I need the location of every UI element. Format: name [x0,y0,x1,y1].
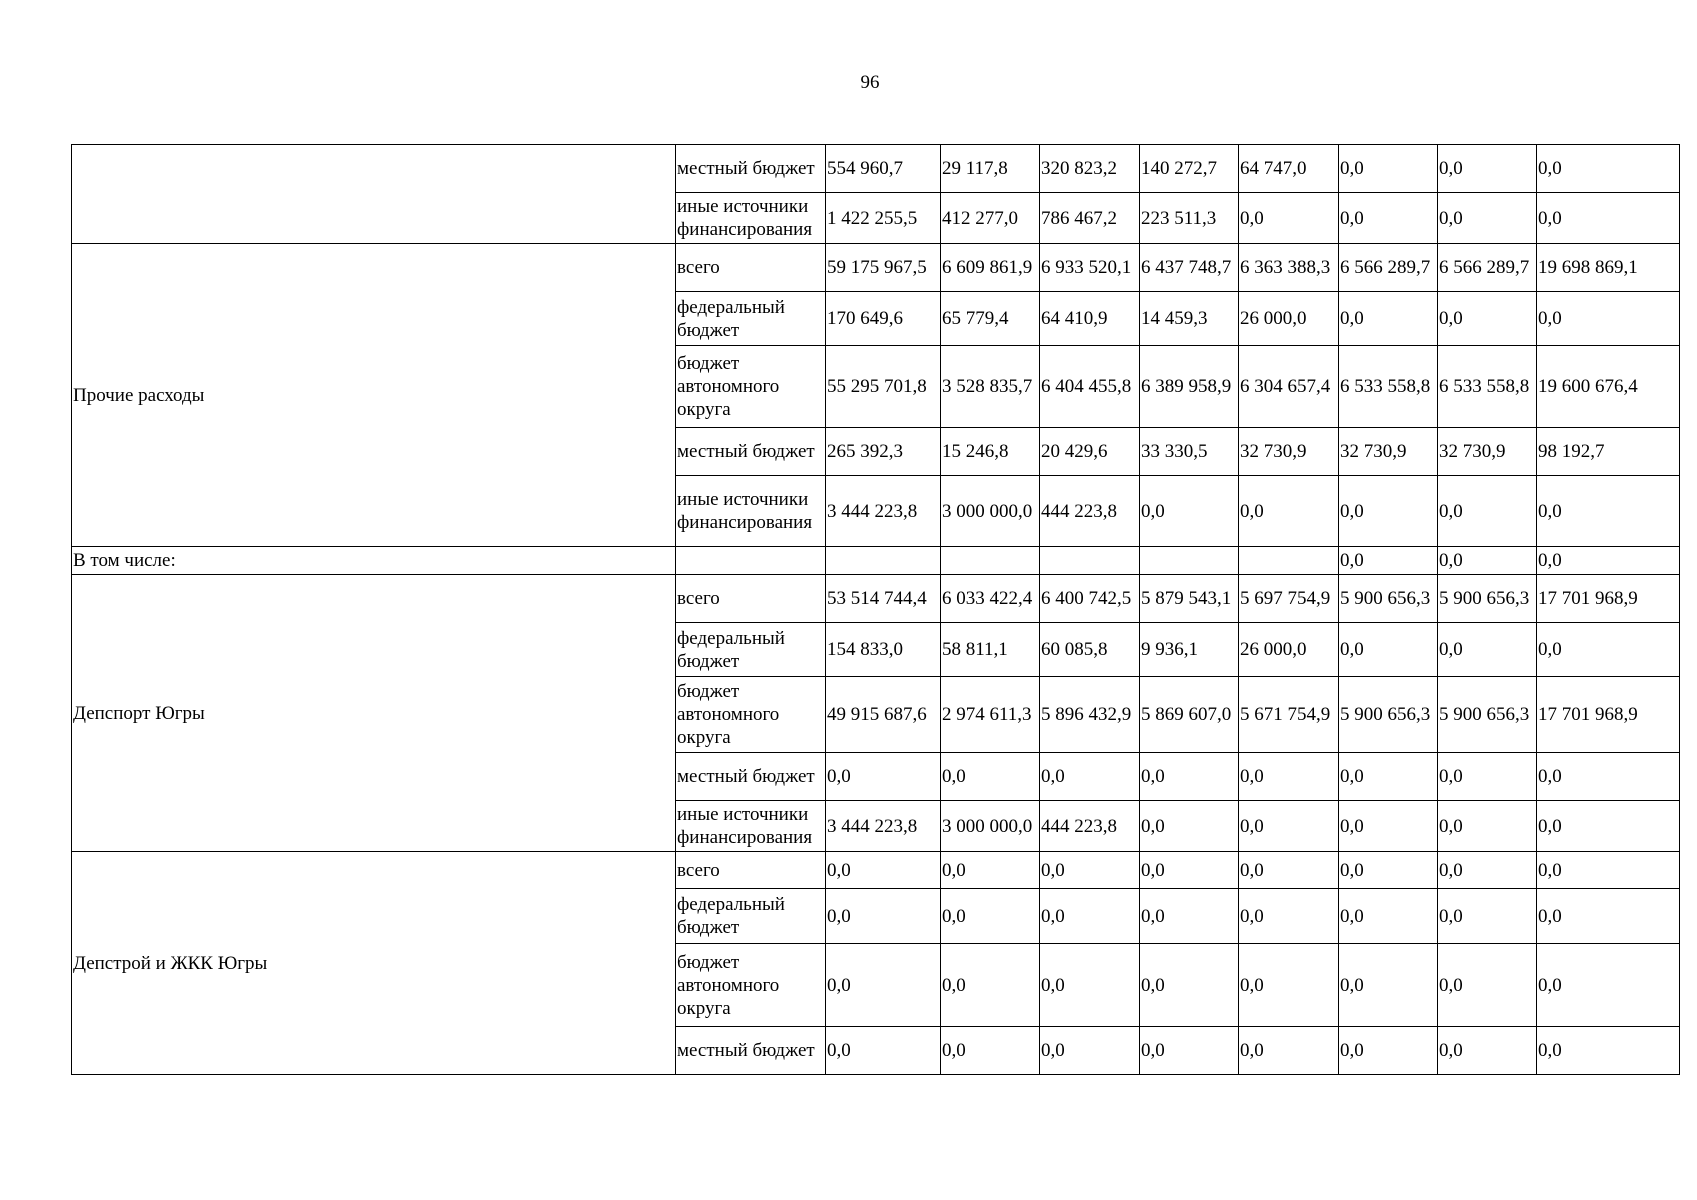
funding-source-cell: всего [676,852,826,889]
value-cell: 0,0 [1537,801,1680,852]
value-cell: 0,0 [1140,852,1239,889]
value-cell: 265 392,3 [826,428,941,476]
value-cell: 5 896 432,9 [1040,677,1140,753]
funding-source-cell [676,547,826,575]
value-cell: 55 295 701,8 [826,346,941,428]
value-cell: 3 528 835,7 [941,346,1040,428]
value-cell: 554 960,7 [826,145,941,193]
value-cell: 0,0 [826,753,941,801]
value-cell: 0,0 [1339,145,1438,193]
funding-source-cell: федеральный бюджет [676,623,826,677]
value-cell: 5 900 656,3 [1339,677,1438,753]
value-cell: 0,0 [826,944,941,1027]
table-row [72,244,1680,292]
value-cell [826,547,941,575]
value-cell: 98 192,7 [1537,428,1680,476]
value-cell: 0,0 [1239,476,1339,547]
value-cell: 3 000 000,0 [941,801,1040,852]
value-cell: 6 533 558,8 [1339,346,1438,428]
value-cell: 0,0 [1339,623,1438,677]
value-cell: 0,0 [1537,753,1680,801]
value-cell: 6 533 558,8 [1438,346,1537,428]
funding-source-cell: иные источники финансирования [676,193,826,244]
value-cell: 5 671 754,9 [1239,677,1339,753]
value-cell: 3 444 223,8 [826,476,941,547]
value-cell: 412 277,0 [941,193,1040,244]
value-cell: 154 833,0 [826,623,941,677]
value-cell: 64 747,0 [1239,145,1339,193]
value-cell: 33 330,5 [1140,428,1239,476]
value-cell: 59 175 967,5 [826,244,941,292]
value-cell: 29 117,8 [941,145,1040,193]
value-cell: 65 779,4 [941,292,1040,346]
row-group-name: Прочие расходы [72,244,676,547]
value-cell: 0,0 [1239,944,1339,1027]
value-cell: 19 698 869,1 [1537,244,1680,292]
value-cell: 0,0 [1438,944,1537,1027]
value-cell: 26 000,0 [1239,292,1339,346]
funding-source-cell: местный бюджет [676,428,826,476]
value-cell: 0,0 [1537,944,1680,1027]
value-cell: 0,0 [1339,753,1438,801]
value-cell: 320 823,2 [1040,145,1140,193]
value-cell: 0,0 [1438,753,1537,801]
funding-source-cell: иные источники финансирования [676,476,826,547]
value-cell: 0,0 [941,1027,1040,1075]
row-group-name: Депстрой и ЖКК Югры [72,852,676,1075]
value-cell: 140 272,7 [1140,145,1239,193]
value-cell: 0,0 [826,889,941,944]
value-cell: 58 811,1 [941,623,1040,677]
funding-source-cell: федеральный бюджет [676,889,826,944]
value-cell: 6 566 289,7 [1339,244,1438,292]
funding-source-cell: федеральный бюджет [676,292,826,346]
value-cell: 0,0 [1537,476,1680,547]
value-cell: 6 566 289,7 [1438,244,1537,292]
value-cell: 20 429,6 [1040,428,1140,476]
value-cell: 0,0 [1140,801,1239,852]
value-cell: 0,0 [1438,476,1537,547]
row-group-name: В том числе: [72,547,676,575]
value-cell: 17 701 968,9 [1537,575,1680,623]
value-cell: 0,0 [1537,889,1680,944]
value-cell: 0,0 [1239,1027,1339,1075]
value-cell: 0,0 [1239,852,1339,889]
funding-source-cell: местный бюджет [676,1027,826,1075]
value-cell: 0,0 [1239,801,1339,852]
value-cell: 0,0 [1339,193,1438,244]
funding-source-cell: бюджет автономного округа [676,346,826,428]
value-cell: 0,0 [1040,889,1140,944]
value-cell: 6 404 455,8 [1040,346,1140,428]
value-cell [1040,547,1140,575]
value-cell: 15 246,8 [941,428,1040,476]
value-cell: 6 400 742,5 [1040,575,1140,623]
value-cell: 0,0 [1339,1027,1438,1075]
value-cell: 9 936,1 [1140,623,1239,677]
funding-source-cell: всего [676,575,826,623]
value-cell: 26 000,0 [1239,623,1339,677]
value-cell: 0,0 [1040,944,1140,1027]
value-cell: 5 900 656,3 [1438,677,1537,753]
value-cell: 6 609 861,9 [941,244,1040,292]
value-cell: 6 933 520,1 [1040,244,1140,292]
value-cell: 14 459,3 [1140,292,1239,346]
value-cell: 32 730,9 [1239,428,1339,476]
value-cell: 0,0 [1140,889,1239,944]
value-cell: 0,0 [941,753,1040,801]
value-cell: 5 697 754,9 [1239,575,1339,623]
value-cell [1140,547,1239,575]
value-cell: 0,0 [1339,292,1438,346]
value-cell: 0,0 [1339,944,1438,1027]
value-cell: 0,0 [1438,145,1537,193]
row-group-name [72,145,676,244]
value-cell: 0,0 [1537,145,1680,193]
value-cell: 0,0 [1438,801,1537,852]
value-cell: 786 467,2 [1040,193,1140,244]
financing-table [71,144,1680,1075]
value-cell: 444 223,8 [1040,801,1140,852]
value-cell: 0,0 [1040,1027,1140,1075]
value-cell: 0,0 [1537,852,1680,889]
value-cell: 170 649,6 [826,292,941,346]
value-cell: 60 085,8 [1040,623,1140,677]
value-cell: 444 223,8 [1040,476,1140,547]
value-cell: 2 974 611,3 [941,677,1040,753]
value-cell: 0,0 [941,852,1040,889]
value-cell: 19 600 676,4 [1537,346,1680,428]
funding-source-cell: бюджет автономного округа [676,944,826,1027]
value-cell: 64 410,9 [1040,292,1140,346]
value-cell: 0,0 [941,944,1040,1027]
value-cell: 0,0 [1537,292,1680,346]
value-cell: 0,0 [826,1027,941,1075]
value-cell: 0,0 [1438,852,1537,889]
table-row [72,547,1680,575]
value-cell: 32 730,9 [1339,428,1438,476]
value-cell: 6 363 388,3 [1239,244,1339,292]
funding-source-cell: местный бюджет [676,145,826,193]
value-cell: 32 730,9 [1438,428,1537,476]
value-cell: 0,0 [941,889,1040,944]
row-group-name: Депспорт Югры [72,575,676,852]
value-cell: 0,0 [1537,193,1680,244]
value-cell: 0,0 [1438,889,1537,944]
value-cell: 0,0 [1438,1027,1537,1075]
value-cell: 1 422 255,5 [826,193,941,244]
value-cell: 0,0 [1339,476,1438,547]
funding-source-cell: всего [676,244,826,292]
value-cell: 0,0 [1140,944,1239,1027]
value-cell: 17 701 968,9 [1537,677,1680,753]
value-cell: 0,0 [1339,801,1438,852]
value-cell: 0,0 [1140,753,1239,801]
funding-source-cell: местный бюджет [676,753,826,801]
funding-source-cell: бюджет автономного округа [676,677,826,753]
value-cell: 0,0 [1140,1027,1239,1075]
value-cell: 3 444 223,8 [826,801,941,852]
value-cell: 6 437 748,7 [1140,244,1239,292]
value-cell: 0,0 [1438,623,1537,677]
value-cell: 0,0 [1438,292,1537,346]
table-row [72,852,1680,889]
value-cell [941,547,1040,575]
value-cell: 0,0 [1537,547,1680,575]
value-cell: 5 869 607,0 [1140,677,1239,753]
value-cell: 6 033 422,4 [941,575,1040,623]
value-cell: 0,0 [1040,753,1140,801]
value-cell: 0,0 [1339,889,1438,944]
table-row [72,575,1680,623]
value-cell [1239,547,1339,575]
value-cell: 0,0 [826,852,941,889]
value-cell: 3 000 000,0 [941,476,1040,547]
value-cell: 53 514 744,4 [826,575,941,623]
value-cell: 6 304 657,4 [1239,346,1339,428]
value-cell: 0,0 [1537,1027,1680,1075]
value-cell: 0,0 [1339,852,1438,889]
value-cell: 0,0 [1438,547,1537,575]
value-cell: 223 511,3 [1140,193,1239,244]
value-cell: 0,0 [1239,889,1339,944]
table-row [72,145,1680,193]
value-cell: 0,0 [1537,623,1680,677]
value-cell: 49 915 687,6 [826,677,941,753]
value-cell: 6 389 958,9 [1140,346,1239,428]
value-cell: 0,0 [1239,753,1339,801]
value-cell: 5 900 656,3 [1438,575,1537,623]
page-number: 96 [860,72,880,93]
value-cell: 5 879 543,1 [1140,575,1239,623]
value-cell: 0,0 [1339,547,1438,575]
funding-source-cell: иные источники финансирования [676,801,826,852]
value-cell: 0,0 [1140,476,1239,547]
value-cell: 0,0 [1040,852,1140,889]
value-cell: 5 900 656,3 [1339,575,1438,623]
value-cell: 0,0 [1438,193,1537,244]
value-cell: 0,0 [1239,193,1339,244]
